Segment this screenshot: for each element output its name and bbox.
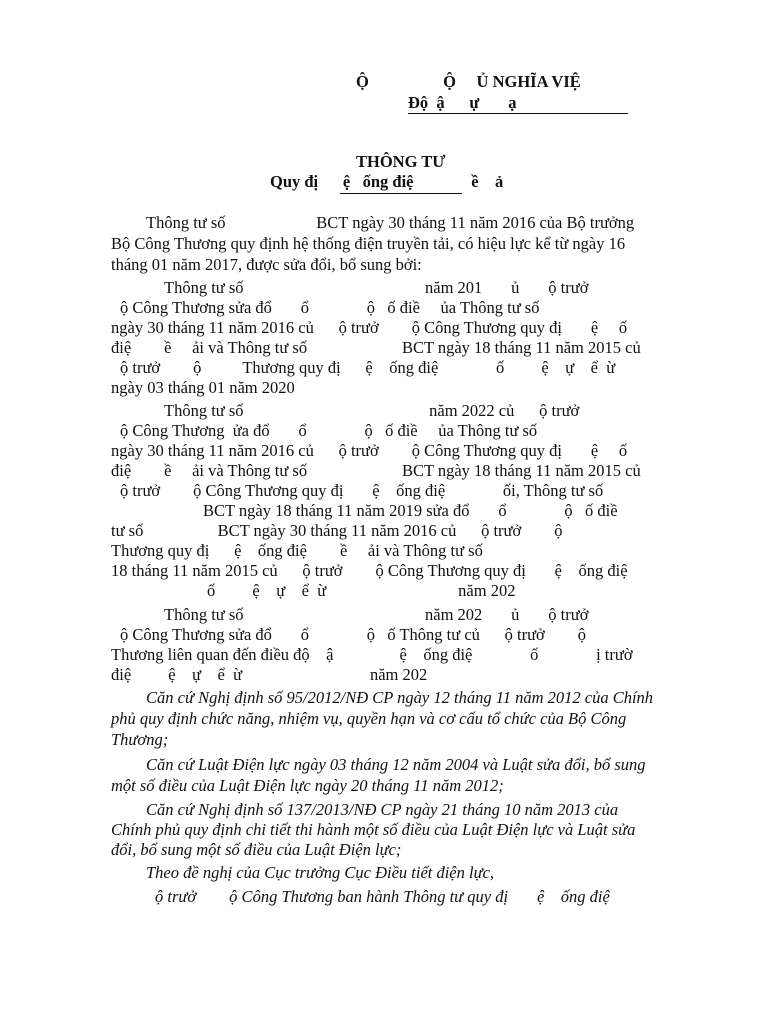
issuance-line: ộ trưở ộ Công Thương ban hành Thông tư quy đị ệ ống điệ [155,887,610,906]
document-subtitle: Quy đị ệ ống điệ ề ả [270,172,504,191]
item3-line-4: điệ ệ ự ể ừ năm 202 [111,665,428,684]
item1-line-1: Thông tư số năm 201 ủ ộ trưở [164,278,589,297]
proposal-line: Theo đề nghị của Cục trưởng Cục Điều tiết điện lực, [146,863,495,882]
item1-line-3: ngày 30 tháng 11 năm 2016 củ ộ trưở ộ Công Thương quy đị ệ ố [111,318,628,337]
item2-line-7: tư số BCT ngày 30 tháng 11 năm 2016 củ ộ trưở ộ [111,521,563,540]
basis3-line-3: đổi, bổ sung một số điều của Luật Điện lực; [111,840,402,859]
item1-line-6: ngày 03 tháng 01 năm 2020 [111,378,295,397]
intro-line-3: tháng 01 năm 2017, được sửa đổi, bổ sung bởi: [111,255,422,274]
item2-line-8: Thương quy đị ệ ống điệ ề ải và Thông tư số [111,541,483,560]
motto-underline [408,113,628,114]
item3-line-3: Thương liên quan đến điều độ ậ ệ ống điệ ố ị trườ [111,645,633,664]
intro-line-2: Bộ Công Thương quy định hệ thống điện truyền tải, có hiệu lực kể từ ngày 16 [111,234,626,253]
subtitle-underline [340,193,462,194]
basis1-line-3: Thương; [111,730,169,749]
item2-line-9: 18 tháng 11 năm 2015 củ ộ trưở ộ Công Thương quy đị ệ ống điệ [111,561,628,580]
basis3-line-1: Căn cứ Nghị định số 137/2013/NĐ CP ngày 21 tháng 10 năm 2013 của [146,800,619,819]
item3-line-2: ộ Công Thương sửa đổ ổ ộ ố Thông tư củ ộ trưở ộ [120,625,587,644]
basis1-line-1: Căn cứ Nghị định số 95/2012/NĐ CP ngày 12 tháng 11 năm 2012 của Chính [146,688,654,707]
item2-line-4: điệ ề ải và Thông tư số BCT ngày 18 tháng 11 năm 2015 củ [111,461,641,480]
document-heading: THÔNG TƯ [356,152,446,171]
item1-line-5: ộ trưở ộ Thương quy đị ệ ống điệ ố ệ ự ể ừ [120,358,616,377]
basis2-line-2: một số điều của Luật Điện lực ngày 20 tháng 11 năm 2012; [111,776,504,795]
item2-line-3: ngày 30 tháng 11 năm 2016 củ ộ trưở ộ Công Thương quy đị ệ ố [111,441,628,460]
item2-line-2: ộ Công Thương ửa đổ ổ ộ ố điề ủa Thông tư số [120,421,538,440]
item2-line-10: ố ệ ự ể ừ năm 202 [207,581,516,600]
item3-line-1: Thông tư số năm 202 ủ ộ trưở [164,605,589,624]
intro-line-1: Thông tư số BCT ngày 30 tháng 11 năm 2016 của Bộ trưởng [146,213,635,232]
item2-line-6: BCT ngày 18 tháng 11 năm 2019 sửa đổ ổ ộ ố điề [203,501,618,520]
national-motto: Độ ậ ự ạ [408,93,517,112]
item1-line-2: ộ Công Thương sửa đổ ổ ộ ố điề ủa Thông tư số [120,298,540,317]
item1-line-4: điệ ề ải và Thông tư số BCT ngày 18 tháng 11 năm 2015 củ [111,338,641,357]
national-title: Ộ Ộ Ủ NGHĨA VIỆ [356,72,581,91]
basis1-line-2: phủ quy định chức năng, nhiệm vụ, quyền hạn và cơ cấu tổ chức của Bộ Công [111,709,627,728]
basis2-line-1: Căn cứ Luật Điện lực ngày 03 tháng 12 năm 2004 và Luật sửa đổi, bổ sung [146,755,646,774]
basis3-line-2: Chính phủ quy định chi tiết thi hành một số điều của Luật Điện lực và Luật sửa [111,820,636,839]
item2-line-1: Thông tư số năm 2022 củ ộ trưở [164,401,580,420]
item2-line-5: ộ trưở ộ Công Thương quy đị ệ ống điệ ối, Thông tư số [120,481,604,500]
